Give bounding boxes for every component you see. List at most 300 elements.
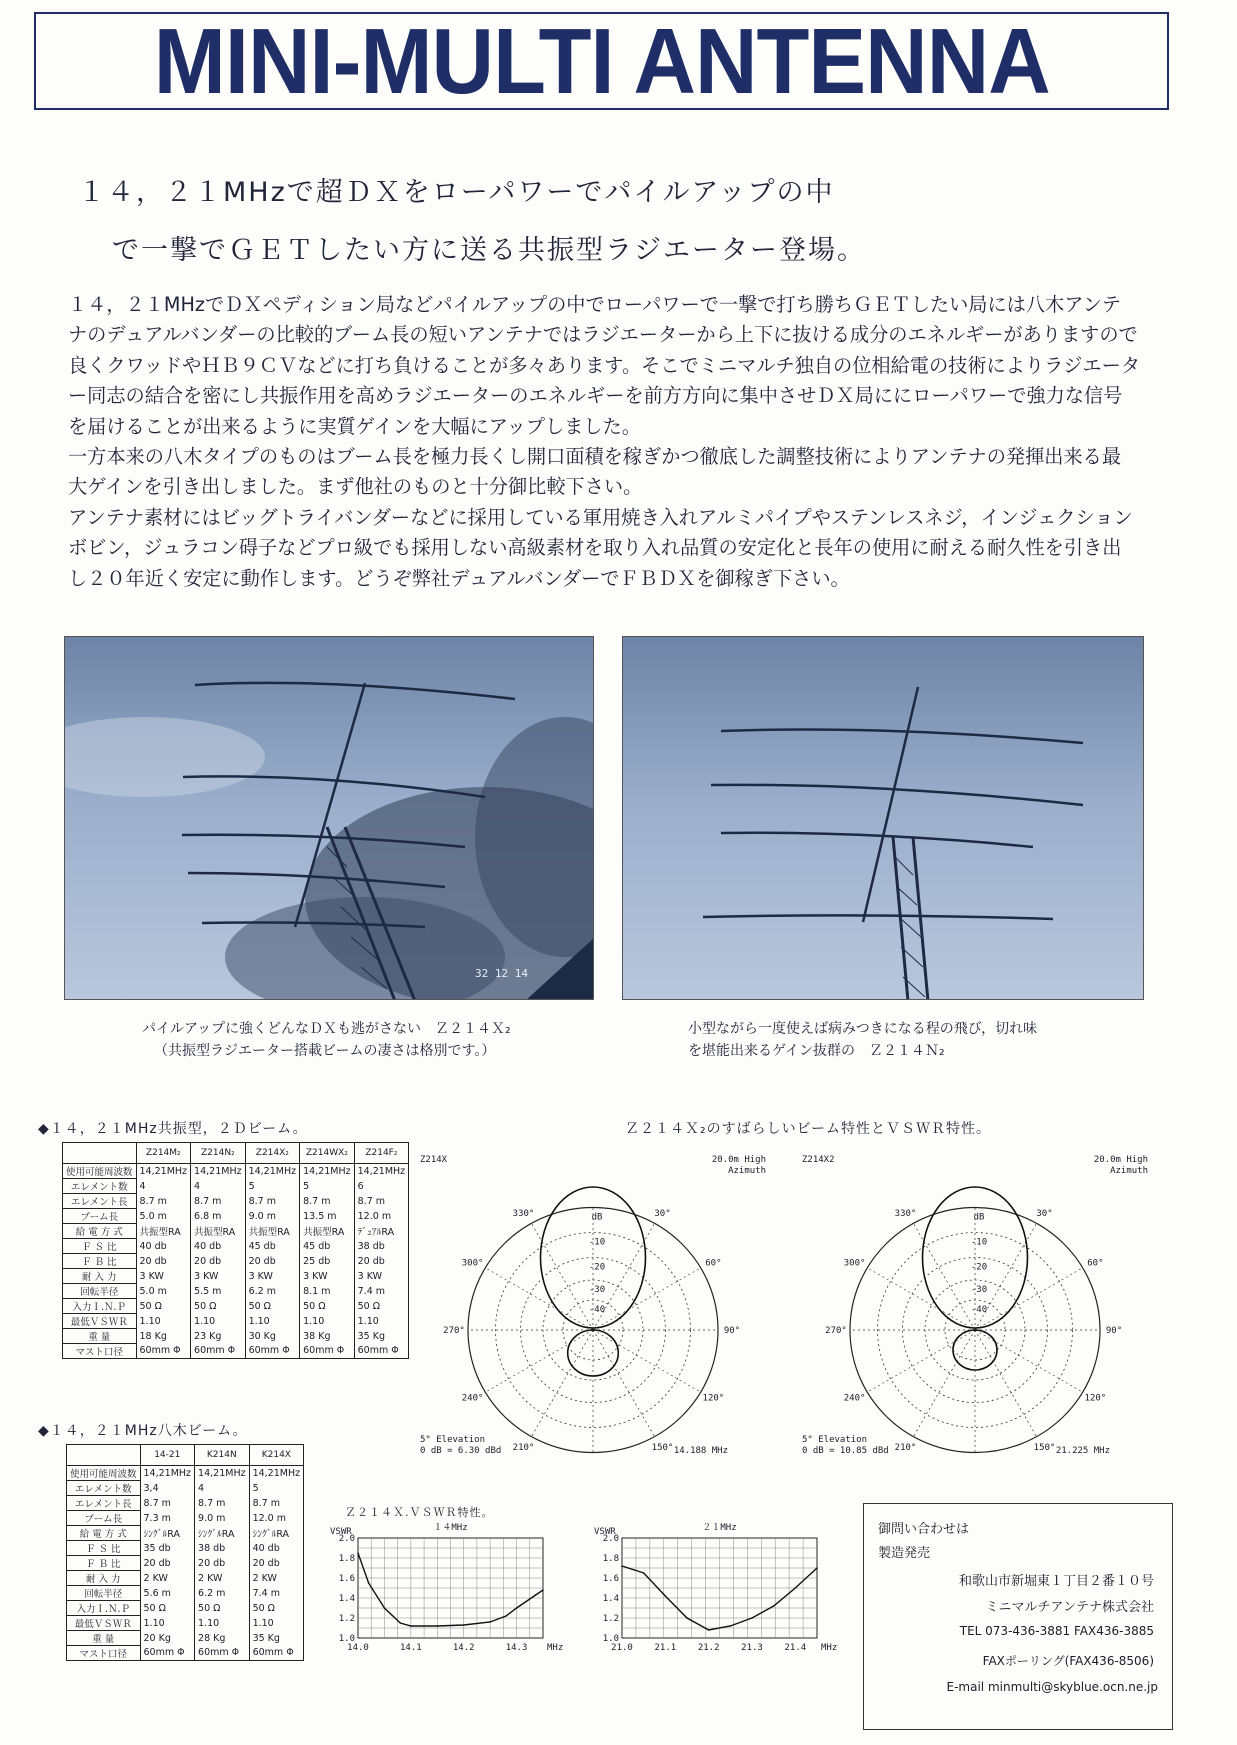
- vswr-y-tick: 1.8: [602, 1554, 619, 1564]
- table1-title: ◆１４，２１MHz共振型，２Ｄビーム。: [38, 1121, 308, 1137]
- model-header: Z214N₂: [191, 1143, 246, 1164]
- spec-value: 45 db: [300, 1239, 355, 1254]
- spec-value: 18 Kg: [136, 1329, 191, 1344]
- vswr-band-label: ２１MHz: [702, 1523, 737, 1533]
- spec-value: 1.10: [136, 1314, 191, 1329]
- photo-date-stamp: 32 12 14: [475, 967, 528, 980]
- spec-label: 給 電 方 式: [67, 1526, 141, 1541]
- spec-value: 35 db: [140, 1541, 195, 1556]
- spec-value: 5: [249, 1481, 304, 1496]
- spec-label: Ｆ Ｂ 比: [63, 1254, 137, 1269]
- contact-fax-polling: FAXポーリング(FAX436-8506): [982, 1654, 1154, 1668]
- contact-inquiry: 御問い合わせは: [878, 1522, 970, 1537]
- vswr-data-point: [489, 1621, 491, 1623]
- vswr-x-tick: 21.0: [611, 1643, 633, 1653]
- vswr-x-tick: 14.2: [452, 1643, 475, 1653]
- vswr-y-label: VSWR: [330, 1527, 352, 1537]
- spec-value: ｼﾝｸﾞﾙRA: [249, 1526, 304, 1541]
- vswr-data-point: [751, 1617, 753, 1619]
- spec-value: 6.2 m: [195, 1586, 250, 1601]
- table-row: [63, 1329, 409, 1344]
- contact-box: [863, 1503, 1173, 1730]
- caption-line: パイルアップに強くどんなＤＸも逃がさない Ｚ２１４Ｘ₂: [142, 1021, 511, 1037]
- spec-value: 5.5 m: [191, 1284, 246, 1299]
- intro-paragraph: 一方本来の八木タイプのものはブーム長を極力長くし開口面積を稼ぎかつ徹底した調整技術によりアンテナの発揮出来る最大ゲインを引き出しました。まず他社のものと十分御比較下さい。: [68, 445, 1122, 499]
- spec-value: 14,21MHz: [300, 1164, 355, 1179]
- vswr-y-tick: 2.0: [338, 1534, 355, 1544]
- pattern-frequency: 21.225 MHz: [1055, 1446, 1110, 1456]
- vswr-data-point: [621, 1565, 623, 1567]
- vswr-y-tick: 1.0: [602, 1634, 619, 1644]
- vswr-data-point: [384, 1607, 386, 1609]
- contact-company: ミニマルチアンテナ株式会社: [985, 1600, 1154, 1615]
- spec-label: 入力Ｉ.Ｎ.Ｐ: [67, 1601, 141, 1616]
- polar-angle-label: 30°: [1036, 1209, 1053, 1220]
- polar-ring-label: -10: [588, 1237, 606, 1248]
- spec-value: 8.1 m: [300, 1284, 355, 1299]
- polar-angle-label: 240°: [843, 1393, 866, 1404]
- antenna-photo-left: [64, 636, 594, 1000]
- spec-label: ブーム長: [63, 1209, 137, 1224]
- spec-label: 重 量: [67, 1631, 141, 1646]
- spec-value: 8.7 m: [140, 1496, 195, 1511]
- pattern-height-label: 20.0m High: [711, 1155, 766, 1165]
- vswr-y-tick: 1.8: [338, 1554, 355, 1564]
- spec-value: 3,4: [140, 1481, 195, 1496]
- intro-paragraph: １４，２１MHzでＤＸペディション局などパイルアップの中でローパワーで一撃で打ち勝ちＧＥＴしたい局には八木アンテナのデュアルバンダーの比較的ブーム長の短いアンテナではラジエーターから上下に抜ける成分のエネルギーがありますので良くクワッドやＨＢ９ＣＶなどに打ち負けることが多々あります。そこでミニマルチ独自の位相給電の技術によりラジエーター同志の結合を密にし共振作用を高めラジエーターのエネルギーを前方方向に集中させＤＸ局ににローパワーで強力な信号を届けることが出来るように実質ゲインを大幅にアップしました。: [68, 293, 1141, 438]
- spec-value: 共振型RA: [136, 1224, 191, 1239]
- spec-value: 28 Kg: [195, 1631, 250, 1646]
- vswr-y-tick: 1.2: [338, 1614, 355, 1624]
- spec-table-yagi: [66, 1444, 304, 1661]
- table-row: [63, 1284, 409, 1299]
- spec-value: 20 db: [249, 1556, 304, 1571]
- pattern-gain-ref: 0 dB = 6.30 dBd: [420, 1446, 502, 1456]
- spec-label: 使用可能周波数: [63, 1164, 137, 1179]
- spec-value: 60mm Φ: [140, 1646, 195, 1661]
- spec-value: 50 Ω: [354, 1299, 409, 1314]
- spec-value: 35 Kg: [249, 1631, 304, 1646]
- table-row: [63, 1239, 409, 1254]
- spec-label: マスト口径: [67, 1646, 141, 1661]
- vswr-x-tick: 21.2: [697, 1643, 720, 1653]
- spec-value: 60mm Φ: [136, 1344, 191, 1359]
- table-row: [63, 1269, 409, 1284]
- polar-grid-spoke: [485, 1330, 593, 1393]
- vswr-data-point: [730, 1625, 732, 1627]
- spec-value: 5: [300, 1179, 355, 1194]
- vswr-data-point: [516, 1607, 518, 1609]
- spec-label: 最低ＶＳＷＲ: [63, 1314, 137, 1329]
- spec-value: 14,21MHz: [140, 1466, 195, 1481]
- spec-value: 60mm Φ: [195, 1646, 250, 1661]
- spec-value: ﾃﾞｭｱﾙRA: [354, 1224, 409, 1239]
- spec-value: 23 Kg: [191, 1329, 246, 1344]
- polar-grid-spoke: [975, 1268, 1083, 1331]
- title-box: [34, 8, 1169, 113]
- spec-value: 1.10: [140, 1616, 195, 1631]
- vswr-x-tick: 14.1: [400, 1643, 422, 1653]
- vswr-x-tick: 21.1: [654, 1643, 677, 1653]
- spec-label: 回転半径: [63, 1284, 137, 1299]
- spec-value: 14,21MHz: [354, 1164, 409, 1179]
- vswr-y-tick: 1.4: [602, 1594, 619, 1604]
- table-row: [63, 1164, 409, 1179]
- table2-title: ◆１４，２１MHz八木ビーム。: [38, 1423, 248, 1439]
- spec-value: 7.4 m: [249, 1586, 304, 1601]
- spec-label: 使用可能周波数: [67, 1466, 141, 1481]
- pattern-azimuth-label: Azimuth: [1110, 1166, 1148, 1176]
- spec-value: 20 db: [245, 1254, 300, 1269]
- polar-section-title: Ｚ２１４Ｘ₂のすばらしいビーム特性とＶＳＷＲ特性。: [625, 1121, 992, 1137]
- vswr-data-point: [708, 1629, 710, 1631]
- table-row: [67, 1481, 304, 1496]
- polar-angle-label: 90°: [1105, 1326, 1123, 1336]
- spec-value: 1.10: [191, 1314, 246, 1329]
- spec-value: 4: [195, 1481, 250, 1496]
- vswr-y-tick: 1.6: [602, 1574, 619, 1584]
- polar-angle-label: 150°: [1033, 1442, 1056, 1453]
- spec-value: 1.10: [249, 1616, 304, 1631]
- table-corner: [63, 1143, 137, 1164]
- spec-value: ｼﾝｸﾞﾙRA: [195, 1526, 250, 1541]
- polar-ring-label: dB: [591, 1212, 603, 1223]
- spec-value: 50 Ω: [191, 1299, 246, 1314]
- spec-value: 50 Ω: [249, 1601, 304, 1616]
- spec-value: 60mm Φ: [249, 1646, 304, 1661]
- table-row: [67, 1631, 304, 1646]
- vswr-y-label: VSWR: [594, 1527, 616, 1537]
- polar-ring-label: -40: [970, 1305, 988, 1315]
- spec-value: 8.7 m: [195, 1496, 250, 1511]
- spec-value: 1.10: [354, 1314, 409, 1329]
- spec-value: 2 KW: [195, 1571, 250, 1586]
- spec-label: エレメント数: [67, 1481, 141, 1496]
- contact-tel: TEL 073-436-3881 FAX436-3885: [959, 1624, 1154, 1638]
- table-row: [63, 1254, 409, 1269]
- spec-label: 最低ＶＳＷＲ: [67, 1616, 141, 1631]
- spec-value: 5.0 m: [136, 1209, 191, 1224]
- contact-email[interactable]: E-mail minmulti@skyblue.ocn.ne.jp: [946, 1680, 1158, 1694]
- spec-value: 8.7 m: [354, 1194, 409, 1209]
- polar-angle-label: 120°: [1084, 1393, 1107, 1404]
- spec-value: 6: [354, 1179, 409, 1194]
- spec-value: 20 db: [195, 1556, 250, 1571]
- spec-value: 12.0 m: [249, 1511, 304, 1526]
- spec-label: Ｆ Ｓ 比: [63, 1239, 137, 1254]
- spec-value: 共振型RA: [300, 1224, 355, 1239]
- polar-angle-label: 330°: [894, 1209, 917, 1220]
- spec-value: 30 Kg: [245, 1329, 300, 1344]
- spec-value: 14,21MHz: [245, 1164, 300, 1179]
- model-header: Z214M₂: [136, 1143, 191, 1164]
- table-row: [67, 1601, 304, 1616]
- polar-ring-label: -10: [970, 1237, 988, 1248]
- spec-value: 7.4 m: [354, 1284, 409, 1299]
- vswr-y-tick: 1.6: [338, 1574, 355, 1584]
- model-header: K214N: [195, 1445, 250, 1466]
- spec-value: 50 Ω: [300, 1299, 355, 1314]
- table-corner: [67, 1445, 141, 1466]
- caption-line: を堪能出来るゲイン抜群の Ｚ２１４Ｎ₂: [688, 1043, 945, 1059]
- spec-value: 45 db: [245, 1239, 300, 1254]
- antenna-z214x2-image: [65, 637, 594, 1000]
- table-row: [63, 1179, 409, 1194]
- polar-ring-label: -20: [588, 1262, 606, 1273]
- spec-value: 60mm Φ: [354, 1344, 409, 1359]
- vswr-data-point: [773, 1605, 775, 1607]
- caption-line: （共振型ラジエーター搭載ビームの凄さは格別です。）: [154, 1043, 496, 1059]
- vswr-x-unit: MHz: [821, 1643, 838, 1653]
- spec-value: 8.7 m: [191, 1194, 246, 1209]
- spec-value: 38 Kg: [300, 1329, 355, 1344]
- vswr-y-tick: 1.2: [602, 1614, 619, 1624]
- spec-value: 5.6 m: [140, 1586, 195, 1601]
- vswr-data-point: [643, 1572, 645, 1574]
- polar-pattern-14mhz: [418, 1150, 768, 1460]
- table-row: [67, 1511, 304, 1526]
- vswr-data-point: [816, 1567, 818, 1569]
- model-header: Z214WX₂: [300, 1143, 355, 1164]
- polar-angle-label: 90°: [723, 1326, 741, 1336]
- model-header: Z214F₂: [354, 1143, 409, 1164]
- photo-right-caption: [688, 1018, 1037, 1062]
- vswr-data-point: [542, 1589, 544, 1591]
- spec-value: 20 db: [136, 1254, 191, 1269]
- spec-value: 60mm Φ: [245, 1344, 300, 1359]
- polar-angle-label: 300°: [843, 1258, 866, 1269]
- vswr-data-point: [357, 1552, 359, 1554]
- antenna-photo-right: [622, 636, 1144, 1000]
- polar-ring-label: dB: [973, 1212, 985, 1223]
- antenna-z214n2-image: [623, 637, 1144, 1000]
- model-header: K214X: [249, 1445, 304, 1466]
- spec-label: 回転半径: [67, 1586, 141, 1601]
- spec-value: 共振型RA: [245, 1224, 300, 1239]
- vswr-band-label: １４MHz: [433, 1523, 468, 1533]
- intro-paragraph: アンテナ素材にはビッグトライバンダーなどに採用している軍用焼き入れアルミパイプやステンレスネジ，インジェクションボビン，ジュラコン碍子などプロ級でも採用しない高級素材を取り入れ品質の安定化と長年の使用に耐える耐久性を引き出し２０年近く安定に動作します。どうぞ弊社デュアルバンダーでＦＢＤＸを御稼ぎ下さい。: [68, 505, 1133, 590]
- vswr-data-point: [463, 1624, 465, 1626]
- polar-ring-label: -40: [588, 1305, 606, 1315]
- table-row: [67, 1616, 304, 1631]
- spec-label: 重 量: [63, 1329, 137, 1344]
- polar-grid-spoke: [593, 1268, 701, 1331]
- vswr-y-tick: 1.4: [338, 1594, 355, 1604]
- vswr-data-point: [368, 1582, 370, 1584]
- spec-value: 8.7 m: [249, 1496, 304, 1511]
- spec-label: 給 電 方 式: [63, 1224, 137, 1239]
- polar-angle-label: 210°: [512, 1442, 535, 1453]
- spec-label: 耐 入 力: [67, 1571, 141, 1586]
- polar-grid-spoke: [867, 1268, 975, 1331]
- contact-maker: 製造発売: [878, 1546, 931, 1561]
- spec-label: Ｆ Ｂ 比: [67, 1556, 141, 1571]
- contact-address: 和歌山市新堀東１丁目２番１０号: [958, 1574, 1154, 1589]
- headline-line-2: で一撃でＧＥＴしたい方に送る共振型ラジエーター登場。: [112, 235, 866, 266]
- vswr-y-tick: 2.0: [602, 1534, 619, 1544]
- table-row: [67, 1541, 304, 1556]
- polar-ring-label: -20: [970, 1262, 988, 1273]
- pattern-model-id: Z214X2: [802, 1155, 835, 1165]
- spec-value: 14,21MHz: [195, 1466, 250, 1481]
- spec-value: 9.0 m: [245, 1209, 300, 1224]
- spec-value: 3 KW: [354, 1269, 409, 1284]
- spec-value: 2 KW: [140, 1571, 195, 1586]
- spec-value: 14,21MHz: [191, 1164, 246, 1179]
- vswr-title: Ｚ２１４Ｘ.ＶＳＷＲ特性。: [345, 1506, 494, 1519]
- table-row: [63, 1314, 409, 1329]
- vswr-x-tick: 14.0: [347, 1643, 369, 1653]
- spec-value: 1.10: [300, 1314, 355, 1329]
- spec-value: 8.7 m: [245, 1194, 300, 1209]
- spec-value: 20 db: [140, 1556, 195, 1571]
- spec-value: 50 Ω: [195, 1601, 250, 1616]
- spec-value: 35 Kg: [354, 1329, 409, 1344]
- spec-value: 50 Ω: [140, 1601, 195, 1616]
- spec-value: 60mm Φ: [300, 1344, 355, 1359]
- table-row: [63, 1209, 409, 1224]
- spec-value: 12.0 m: [354, 1209, 409, 1224]
- polar-angle-label: 270°: [825, 1326, 847, 1336]
- spec-value: 4: [191, 1179, 246, 1194]
- spec-value: 50 Ω: [136, 1299, 191, 1314]
- spec-value: 14,21MHz: [136, 1164, 191, 1179]
- spec-label: マスト口径: [63, 1344, 137, 1359]
- polar-angle-label: 240°: [461, 1393, 484, 1404]
- spec-table-resonant: [62, 1142, 409, 1359]
- spec-value: 25 db: [300, 1254, 355, 1269]
- table-row: [63, 1224, 409, 1239]
- vswr-chart-21mhz: [592, 1520, 842, 1670]
- polar-angle-label: 60°: [705, 1258, 722, 1269]
- spec-value: 40 db: [249, 1541, 304, 1556]
- polar-angle-label: 30°: [654, 1209, 671, 1220]
- caption-line: 小型ながら一度使えば病みつきになる程の飛び，切れ味: [688, 1021, 1038, 1037]
- polar-grid-spoke: [531, 1330, 594, 1438]
- table-row: [63, 1194, 409, 1209]
- polar-angle-label: 300°: [461, 1258, 484, 1269]
- polar-pattern-21mhz: [800, 1150, 1150, 1460]
- vswr-x-tick: 21.4: [784, 1643, 807, 1653]
- spec-value: 20 db: [191, 1254, 246, 1269]
- headline-line-1: １４，２１MHzで超ＤＸをローパワーでパイルアップの中: [78, 177, 835, 208]
- vswr-data-point: [436, 1625, 438, 1627]
- table-row: [63, 1299, 409, 1314]
- polar-grid-spoke: [913, 1330, 976, 1438]
- pattern-elevation: 5° Elevation: [420, 1435, 486, 1445]
- table-row: [67, 1526, 304, 1541]
- spec-label: 入力Ｉ.Ｎ.Ｐ: [63, 1299, 137, 1314]
- spec-value: 13.5 m: [300, 1209, 355, 1224]
- model-header: Z214X₂: [245, 1143, 300, 1164]
- polar-angle-label: 210°: [894, 1442, 917, 1453]
- spec-label: エレメント数: [63, 1179, 137, 1194]
- vswr-data-point: [665, 1595, 667, 1597]
- polar-grid-spoke: [485, 1268, 593, 1331]
- table-row: [67, 1556, 304, 1571]
- photo-left-caption: [142, 1018, 511, 1062]
- spec-label: Ｆ Ｓ 比: [67, 1541, 141, 1556]
- spec-value: 1.10: [245, 1314, 300, 1329]
- spec-label: ブーム長: [67, 1511, 141, 1526]
- model-header: 14-21: [140, 1445, 195, 1466]
- polar-angle-label: 60°: [1087, 1258, 1104, 1269]
- polar-angle-label: 330°: [512, 1209, 535, 1220]
- vswr-data-point: [686, 1617, 688, 1619]
- spec-value: 6.2 m: [245, 1284, 300, 1299]
- spec-value: 7.3 m: [140, 1511, 195, 1526]
- spec-value: 40 db: [136, 1239, 191, 1254]
- spec-value: 38 db: [195, 1541, 250, 1556]
- pattern-height-label: 20.0m High: [1093, 1155, 1148, 1165]
- page-title: MINI-MULTI ANTENNA: [153, 8, 1050, 113]
- spec-value: 4: [136, 1179, 191, 1194]
- table-row: [67, 1496, 304, 1511]
- spec-value: 1.10: [195, 1616, 250, 1631]
- spec-value: 20 Kg: [140, 1631, 195, 1646]
- polar-ring-label: -30: [588, 1285, 606, 1295]
- pattern-model-id: Z214X: [420, 1155, 448, 1165]
- vswr-data-point: [505, 1615, 507, 1617]
- table-row: [67, 1646, 304, 1661]
- spec-value: ｼﾝｸﾞﾙRA: [140, 1526, 195, 1541]
- spec-value: 20 db: [354, 1254, 409, 1269]
- spec-value: 2 KW: [249, 1571, 304, 1586]
- table-row: [67, 1586, 304, 1601]
- vswr-y-tick: 1.0: [338, 1634, 355, 1644]
- spec-value: 38 db: [354, 1239, 409, 1254]
- vswr-x-unit: MHz: [547, 1643, 564, 1653]
- table-row: [63, 1344, 409, 1359]
- spec-label: エレメント長: [67, 1496, 141, 1511]
- vswr-data-point: [410, 1625, 412, 1627]
- vswr-x-tick: 14.3: [505, 1643, 528, 1653]
- vswr-data-point: [795, 1587, 797, 1589]
- pattern-elevation: 5° Elevation: [802, 1435, 868, 1445]
- pattern-azimuth-label: Azimuth: [728, 1166, 766, 1176]
- polar-angle-label: 150°: [651, 1442, 674, 1453]
- polar-angle-label: 120°: [702, 1393, 725, 1404]
- intro-text: [68, 290, 1140, 594]
- spec-value: 60mm Φ: [191, 1344, 246, 1359]
- spec-value: 3 KW: [245, 1269, 300, 1284]
- polar-grid-spoke: [867, 1330, 975, 1393]
- spec-value: 3 KW: [300, 1269, 355, 1284]
- spec-value: 9.0 m: [195, 1511, 250, 1526]
- table-row: [67, 1466, 304, 1481]
- vswr-x-tick: 21.3: [741, 1643, 763, 1653]
- vswr-chart-14mhz: [328, 1520, 568, 1670]
- pattern-gain-ref: 0 dB = 10.85 dBd: [802, 1446, 889, 1456]
- spec-value: 8.7 m: [300, 1194, 355, 1209]
- spec-value: 3 KW: [191, 1269, 246, 1284]
- spec-value: 40 db: [191, 1239, 246, 1254]
- spec-label: エレメント長: [63, 1194, 137, 1209]
- spec-value: 5.0 m: [136, 1284, 191, 1299]
- polar-ring-label: -30: [970, 1285, 988, 1295]
- pattern-frequency: 14.188 MHz: [673, 1446, 728, 1456]
- table-row: [67, 1571, 304, 1586]
- spec-value: 6.8 m: [191, 1209, 246, 1224]
- spec-label: 耐 入 力: [63, 1269, 137, 1284]
- vswr-data-point: [399, 1622, 401, 1624]
- spec-value: 共振型RA: [191, 1224, 246, 1239]
- spec-value: 50 Ω: [245, 1299, 300, 1314]
- spec-value: 14,21MHz: [249, 1466, 304, 1481]
- spec-value: 8.7 m: [136, 1194, 191, 1209]
- spec-value: 3 KW: [136, 1269, 191, 1284]
- polar-angle-label: 270°: [443, 1326, 465, 1336]
